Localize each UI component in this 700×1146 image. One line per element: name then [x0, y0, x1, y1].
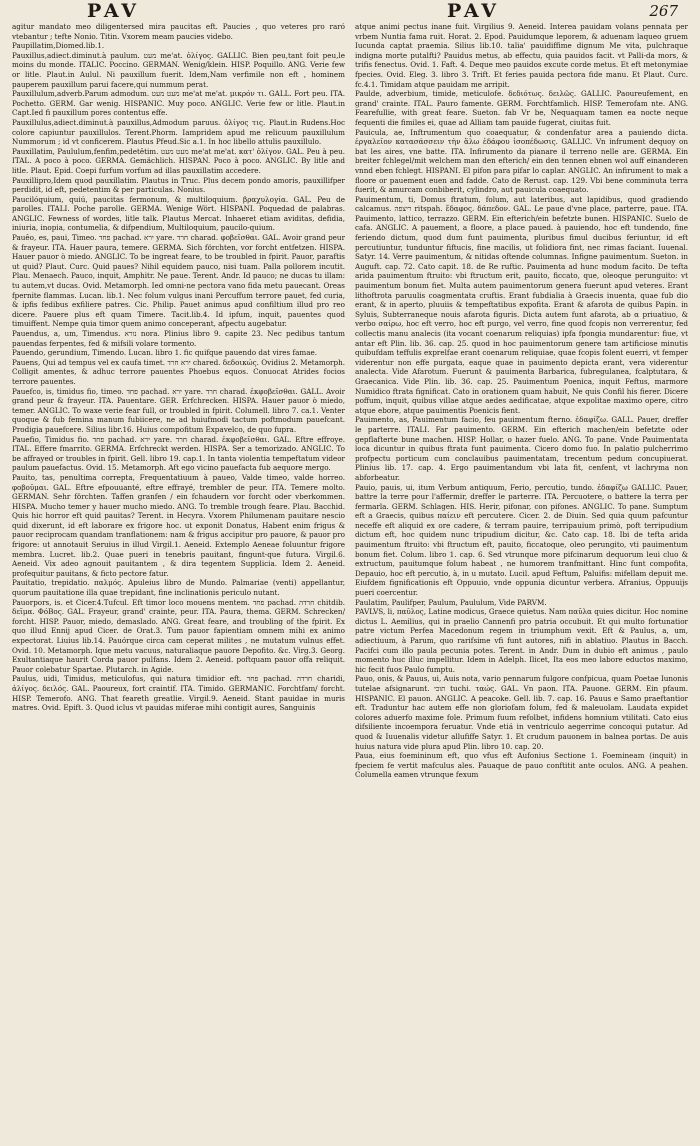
- entry: Pauimento, as, Pauimentum facio, feu pauimentum fterno. ἐδαφίζω. GALL. Pauer, dreffer le parterre. ITALI. Far pauimento. GERM. Ein efterich machen/ein befetzte oder gepflafterte bune machen. HISP. Hollar, o hazer fuelo. ANG. To pane. Vnde Pauimentata loca dicuntur in quibus ftrata funt pauimenta. Cicero domo fuo. In palatio pulcherrimo profpectu porticum cum conclauibus pauimentatam, trecentum pedum concupiuerat. Plinius lib. 17. cap. 4. Ergo pauimentandum vbi lata fit, cenfent, vt lachryma non abforbeatur.: [355, 415, 688, 482]
- entry: Paulus, uidi, Timidus, meticulofus, qui natura timidior eft. פחד pachad. חרדה charidi, ἀλίγος. δειλός. GAL. Paoureux, fort craintif. ITA. Timido. GERMANIC. Forchtfam/ forcht. HISP. Temerofo. ANG. That feareth greatlie. Virgil.9. Aeneid. Stant pauidae in muris matres. Ovid. Epift. 3. Quod iclus vt pauidas miferae mihi contigit aures, Sanguinis: [12, 674, 345, 713]
- entry: Paupillatim,Diomed.lib.1.: [12, 41, 105, 51]
- entry: Pauimentum, ti, Domus ftratum, folum, aut lateribus, aut lapidibus, quod gradiendo calcamus. ריצפה ritspah. ἔδαφος. δάπεδον. GAL. Le paue d'vne place, parterre, paue. ITA. Pauimento, lattico, terrazzo. GERM. Ein efterich/ein befetzte bunen. HISPANIC. Suelo de cafa. ANGLIC. A pauement, a floore, a place paued. à pauiendo, hoc eft tundendo, fine feriendo dictum, quod dum funt pauimenta, pluribus fimul ducibus feriuntur, id eft percutiuntur, tunduntur fiftucis, fine macilis, ut folidiora fint, nec rimas faciant. Iuuenal. Satyr. 14. Verre pauimentum, & nitidas oftende columnas. Infigne pauimentum. Sueton. in Auguft. cap. 72. Cato capit. 18. de Re ruftic. Pauimenta ad hunc modum facito. De tefta arida pauimentum ftruito: vbi ftructum erit, pauito, ficcato, que, oleoque perunguito: vt pauimentum bonum fiet. Multa autem pauimentorum genera fuerunt apud veteres. Erant lithoftrota paruulis coagmentata cruftis. Erant fubdialia à Graecis inuenta, quae fub dio erant, & in aperto, pluuiis & tempeftatibus expofita. Erant & afarota de quibus Papin. in Syluis, Subterraneque nouis afarota figuris. Dicta autem funt afarota, ab α priuatiuo, & verbo σαίρω, hoc eft verro, hoc eft purgo, vel verro, fine quod fcopis non verrerentur, fed collectis manu analecis (ita vocant coenarum reliquias) ipfa fpongia mundarentur: fiue, vt antar eft Plin. lib. 36. cap. 25. quod in hoc pauimentorum genere tam artificiose minutis quibufdam teffulis exprelfae erant coenarum reliquiae, quae fcopis folent euerri, vt femper viderentur non effe purgata, eaque quae in pauimento depicta erant, vera viderentur analecta. Vide Afarotum. Fuerunt & pauimenta Barbarica, fubregulanea, fcalptutara, & Graecanica. Vide Plin. lib. 36. cap. 25. Pauimentum Poenica, inquit Feftus, marmore Numidico ftrata fignificat. Cato in orationem quam habuit, Ne quis Confil his fierer. Dicere poffum, inquit, quibus villae atque aedes aedificatae, atque expolitae maximo opere, citro atque ebore, atque pauimentis Poenicis fient.: [355, 194, 688, 415]
- right-column: [355, 22, 688, 1140]
- entry: Pauens, Qui ad tempus vel ex caufa timet. ירא חרד chared. δεδοικώς. Ovidius 2. Metamorph. Colligit amentes, & adhuc terrore pauentes Phoebus equos. Conuocat Atrides focios terrore pauentes.: [12, 357, 345, 386]
- header-word-left: PAV: [87, 0, 141, 22]
- left-column: [12, 22, 345, 1140]
- entry: Pauefco, is, timidus fio, timeo. פחד pachad. ירא yare. חרד charad. ἐκφοβεῖσθαι. GALL. Avoir grand peur & frayeur. ITA. Pauentare. GER. Erfchrecken. HISPA. Hauer pauor ò miedo, temer. ANGLIC. To waxe verie fear full, or troubled in fpirit. Columell. libro 7. ca.1. Venter quoque & fub femina manum fubiicere, ne ad huiufmodi tactum poftmodum pauefcant. Prodigia pauefcere. Silius libr.16. Huius compofitum Expavelco, de quo fupra.: [12, 386, 345, 434]
- entry: Pauendus, a, um, Timendus. נורא nora. Plinius libro 9. capite 23. Nec pedibus tantum pauendas ferpentes, fed & mifsili volare tormento.: [12, 329, 345, 348]
- entry: Paucilóquium, quiú, paucitas fermonum, & multiloquium. βραχυλογία. GAL. Peu de parolles. ITALI. Poche parolle. GERMA. Wenige Wört. HISPANI. Poquedad de palabras. ANGLIC. Fewness of wordes, litle talk. Plautus Mercat. Inhaeret etiam aviditas, defidia, iniuria, inopia, contumelia, & difpendium, Multiloquium, paucilo-quium.: [12, 194, 345, 233]
- entry: atque animi pectus inane fuit. Virgilius 9. Aeneid. Interea pauidam volans pennata per vrbem Nuntia fama ruit. Horat. 2. Epod. Pauidumque leporem, & aduenam laqueo gruem Iucunda captat praemia. Silius lib.10. talia' pauidiffime dignum Me vita, pulchraque indigna morte putalfti? Pauidus metus, ab effectu, quia pauidos facit. vt Palli-da mors, & trifis fenectus. Ovid. 1. Faft. 4. Deque meo pauidos excute corde metus. Et eft metonymiae fpecies. Ovid. Eleg. 3. libro 3. Trift. Et feries pauida pectora fide manu. Et Plaut. Curc. fc.4.1. Timidam atque pauidam me arripit.: [355, 22, 688, 89]
- two-column-body: [12, 22, 688, 1140]
- entry: Pauendo, gerundium, Timendo. Lucan. libro 1. fic quifque pauendo dat vires famae.: [12, 348, 318, 358]
- page-number: 267: [649, 2, 678, 20]
- entry: Paua, eius foemininum eft, quo vfus eft Aufonius Sectione 1. Foemineam (inquit) in fpeciem fe vertit mafculus ales. Pauaque de pauo conftitit ante oculos. ANG. A peahen. Columella eamen vtrunque fexum: [355, 751, 688, 780]
- running-header: [12, 0, 688, 22]
- entry: Paulde, adverbium, timide, meticulofe. δεδιότως. δειλῶς. GALLIC. Paoureufement, en grand' crainte. ITAL. Pauro famente. GERM. Forchtfamlich. HISP. Temerofam nte. ANG. Fearefullie, with great feare. Sueton. fab Vr be, Nequaquam tamen ea nocte neque fequenti die fimiles ei, quae ad Alliam tam pauide fugerat, ciuitas fuit.: [355, 89, 688, 127]
- entry: Pauo, onis, & Pauus, ui, Auis nota, vario pennarum fulgore confpicua, quam Poetae Iunonis tutelae afsignarunt. תוכי tuchi. ταώς. GAL. Vn paon. ITA. Pauone. GERM. Ein pfaum. HISPANIC. El pauon. ANGLIC. A peacoke. Gell. lib. 7. cap. 16. Pauus e Samo praeftantior eft. Traduntur hac autem effe non gloriofam folum, fed & maleuolam. Laudata expidet colores aduerfo maxime fole. Primum fuum refolbet, infidens homnium vtilitati. Cato eius difsiliente incoempora feruatur. Vnde etiá in ventriculo aegerrime concoqui putatur. Ad quod & Iuuenalis videtur allufiffe Satyr. 1. Et crudum pauonem in balnea portas. De auis huius natura vide plura apud Plin. libro 10. cap. 20.: [355, 674, 688, 751]
- header-word-right: PAV: [447, 0, 501, 22]
- entry: Pauxillatim, Paululum,fenfim,pedetêtim. מעט מעט me'at me'at. κατ' ὀλίγον. GAL. Peu à peu. ITAL. A poco à poco. GERMA. Gemächlich. HISPAN. Poco à poco. ANGLIC. By litle and litle. Plaut. Epid. Coepi furfum vorfum ad illas pauxillatim accedere.: [12, 146, 345, 175]
- entry: Pauxillulus,adiect.diminut.à pauxillus,Admodum paruus. ὀλίγος τις. Plaut.in Rudens.Hoc colore capiuntur pauxillulos. Terent.Phorm. Iampridem apud me relicuum pauxillulum Nummorum ; id vt conficerem. Plautus Pfeud.Sic a.1. In hoc libello attulis pauxillulo.: [12, 117, 345, 147]
- entry: Pauicula, ae, Inftrumentum quo coaequatur, & condenfatur area a pauiendo dicta. ἐργαλεῖον κατασάσσειν τὴν ἅλω ἐδάφου ἰσοπέδωσις. GALLIC. Vn infrument dequoy on bat les aires, vne batte. ITA. Infirumento da pianare il terreno nelle are. GERMA. Ein breiter fchlegel/mit welchem man den efterich/ ein den tennen ebnen wol auff einanderen vnnd eben fchlegt. HISPANI. El pifon para pifar lo caplar. ANGLIC. An infirument to mak a floore or pauement euen and fadde. Cato de Rerust. cap. 129. Vbi bene comminuta terra fuerit, & amurcam conbiberit, cylindro, aut pauicula coaequato.: [355, 127, 688, 195]
- entry: Pauxillipro,Idem quod pauxillatim. Plautus in Truc. Plus decem pondo amoris, pauxillifper perdidit, id eft, pedetentim & per particulas. Nonius.: [12, 175, 345, 195]
- entry: agitur mandato meo diligentersed mira paucitas eft. Paucies , quo veteres pro raró vtebantur ; tefte Nonio. Titin. Vxorem meam paucies videbo.: [12, 22, 345, 41]
- entry: Pauêo, es, paui, Timeo. פחד pachad. ירא yare. חרד charad. φοβεῖσθαι. GAL. Avoir grand peur & frayeur. ITA. Hauer paura, temere. GERMA. Sich förchten, vor forcht entfetzen. HISPA. Hauer pauor ò miedo. ANGLIC. To be ingreat feare, to be troubled in fpirit. Pauor, paraftis ut quid? Plaut. Curc. Quid paues? Nihil equidem pauco, nisi tuam. Palla pollorem incutit. Plau. Menaech. Pauco, inquit, Amphitr. Ne paue. Terent. Andr. Id pauco; ne ducas tu illam: tu autem,vt ducas. Ovid. Metamorph. Ied omni-ne pectora vano fida metu pauecant. Oreas fpernite flammas. Lucan. lib.1. Nec folum vulgus inani Percuffum terrore pauet, fed curia, & ipfis fedibus exfiliere patres. Cic. Philip. Pauet animus apud confiltium illud pro reo dicere. Pauere plus eft quam Timere. Tacit.lib.4. Id ipfum, inquit, pauentes quod timuiffent. Nempe quia timor quem animo conceperant, afpectu augebatur.: [12, 233, 345, 329]
- entry: Pauxillus,adiect.diminut.à paulum. מעט me'at. ὀλίγος. GALLIC. Bien peu,tant foit peu,le moins du monde. ITALIC. Poccino. GERMAN. Wenig/klein. HISP. Poquillo. ANG. Verie few or litle. Plaut.in Aulul. Ni pauxillum fuerit. Idem,Nam verfimile non eft , hominem pauperem pauxillum parui facere,qui nummum perat.: [12, 50, 345, 89]
- entry: Pauxillulum,adverb.Parum admodum. מעט מעט me'at me'at. μικρόν τι. GALL. Fort peu. ITA. Pochetto. GERM. Gar wenig. HISPANIC. Muy poco. ANGLIC. Verie few or litle. Plaut.in Capt.Ied fi pauxillum pores contentus effe.: [12, 89, 345, 118]
- entry: Pauito, tas, penultima correpta, Frequentatiuum à paueo, Valde timeo, valde horreo. φοβοῦμαι. GAL. Eftre efpouuanté, eftre effrayé, trembler de peur. ITA. Temere molto. GERMAN. Sehr förchten. Taffen granfen / ein fchaudern vor forcht oder vberkommen. HISPA. Mucho temer y hauer mucho miedo. ANG. To tremble trough feare. Plau. Bacchid. Quis hic horror eft quid pauitas? Terent. in Hecyra. Vxorem Philumenam pauitare nescio quid dixerunt, id eft laborare ex frigore hoc. ut exponit Donatus, Habent enim frigus & pauor reciprocam quandam tranflationem: nam & frigus accipitur pro pauore, & pauor pro frigore: ut annotauit Seruius in illud Virgil.1. Aeneid. Extemplo Aeneae foluuntur frigore membra. Lucret. lib.2. Quae pueri in tenebris pauitant, fingunt-que futura. Virgil.6. Aeneid. Vix adeo agnouit pauitantem , & dira tegentem Supplicia. Idem 2. Aeneid. profequitur pauitans, & ficto pectore fatur.: [12, 472, 345, 578]
- entry: Pauitatio, trepidatio. παλμός. Apuleius libro de Mundo. Palmariae (venti) appellantur, quorum pauitatione illa quae trepidant, fine inclinationis periculo nutant.: [12, 578, 345, 598]
- entry: Paulatim, Paulifper, Paulum, Paululum, Vide PARVM.: [355, 597, 547, 607]
- entry: Pauorpors, is. et Cicer.4.Tufcul. Eft timor loco mouens mentem. פחד pachad. חרדה chitdib. δεῖμα. ΦόΒος. GAL. Frayeur, grand' crainte, peur. ITA. Paura, thema. GERM. Schrecken/ forcht. HISP. Pauor, miedo, demaslado. ANG. Great feare, and troubling of the fpirit. Ex quo illud Ennij apud Cicer. de Orat.3. Tum pauor fapientiam omnem mihi ex animo expectorat. Liuius lib.14. Pauórque circa cam ceperat milites , ne mutatum vulnus effet. Ovid. 10. Metamorph. Ique metu vacuus, naturaliaque pauore Depofito. &c. Virg.3. Georg. Exultantiaque haurit Corda pauor pulfans. Idem 2. Aeneid. poftquam pauor offa reliquit. Pauor colebatur Spartae. Plutarch. in Agide.: [12, 597, 345, 674]
- entry: PAVLVS, li, παῦλος, Latine modicus, Graece quietus. Nam παῦλα quies dicitur. Hoc nomine dictus L. Aemilius, qui in praelio Cannenfi pro patria occubuit. Et qui multo fortunatior patre victum Perfea Macedonum regem in triumphum vexit. Eft & Paulus, a, um, adiectiuum, à Parum, quo rarifsime vfi funt autores, nifi in ablatiuo. Plautus in Bacch. Pacifci cum illo paula pecunia potes. Terent. in Andr. Dum in dubio eft animus , paulo momento huc illuc impellitur. Idem in Adelph. Ilicet, Ita eos meo labore eductos maximo, hic fecit fuos Paulo fumptu.: [355, 607, 688, 674]
- entry: Pauio, pauis, ui, itum Verbum antiquum, Ferio, percutio, tundo. ἐδαφίζω GALLIC. Pauer, battre la terre pour l'affermir, dreffer le parterre. ITA. Percuotere, o battere la terra per fermarla. GERM. Schlagen. HIS. Herir, pifonar, con pifones. ANGLIC. To pane. Sumptum eft a Graecis, quibus παίειν eft percutere. Cicer. 2. de Diuin. Sed quia quum pafcuntur neceffe eft aliquid ex ore cadere, & terram pauire, terripauium primò, poft terripudium dictum eft, hoc quidem nunc tripudium dicitur, &c. Cato cap. 18. Ibi de tefta arida pauimentum ftruito: vbi ftructum eft, pauito, ficcatoque, oleo perungito, vti pauimentum bonum fiet. Colum. libro 1. cap. 6. Sed vtrunque more pifcinarum dequorum leui cluo & extructum, pauitumque folum habeat , ne humorem tranfmittant. Hinc funt compofita, Depauio, hoc eft percutio, à, in u mutato. Lucil. apud Feftum, Paluifis: mifellam depuit me. Eiufdem fignificationis eft Oppuuio, vnde oppunia dicuntur verbera. Afranius, Oppuuijs pueri coercentur.: [355, 482, 688, 598]
- entry: Pauefio, Timidus fio. פחד pachad. ירא yare. חרד charad. ἐκφοβεῖσθαι. GAL. Eftre effroye. ITAL. Effere fmarrito. GERMA. Erfchreckt werden. HISPA. Ser a temorizado. ANGLIC. To be affrayed or troubles in fpirit. Gell. libro 19. cap.1. In tanta violentia tempeftatum videor paulum pauefactus. Ovid. 15. Metamorph. Aft ego vicino pauefacta fub aequore mergo.: [12, 434, 345, 473]
